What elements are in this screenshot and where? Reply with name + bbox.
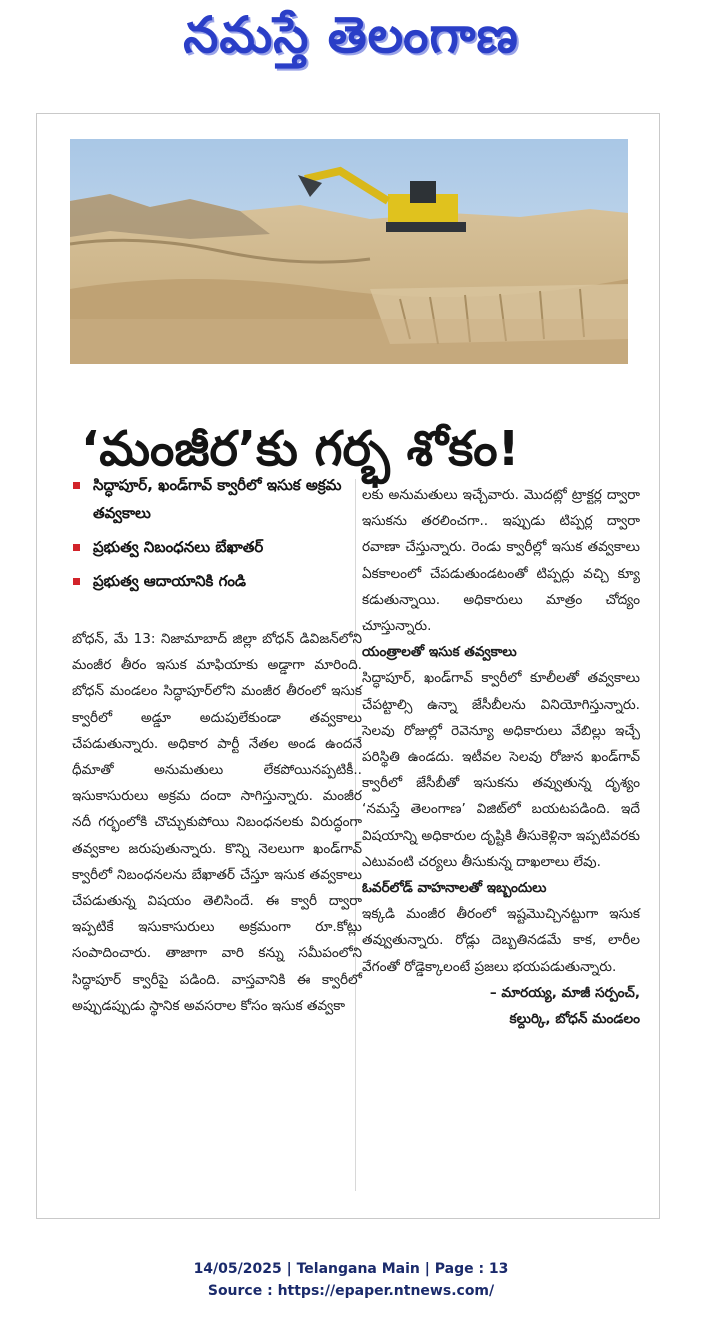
bullet-square-icon [73, 578, 80, 585]
highlight-text: సిద్ధాపూర్, ఖండ్‌గావ్ క్వారీలో ఇసుక అక్రమ తవ్వకాలు [93, 476, 342, 522]
article-subheading: ఓవర్‌లోడ్ వాహనాలతో ఇబ్బందులు [362, 880, 547, 897]
page-footer [0, 1258, 702, 1302]
highlight-item [67, 533, 367, 561]
masthead-logo: నమస్తే తెలంగాణ [183, 5, 519, 64]
source-link[interactable]: Source : https://epaper.ntnews.com/ [207, 1283, 495, 1299]
quote-attribution-place: కల్దుర్కి, బోధన్ మండలం [509, 1011, 640, 1028]
article-paragraph: లకు అనుమతులు ఇచ్చేవారు. మొదట్లో ట్రాక్టర్ల ద్వారా ఇసుకను తరలించగా.. ఇప్పుడు టిప్పర్ల ద్వారా రవాణా చేస్తున్నారు. రెండు క్వారీల్లో ఇసుక తవ్వకాలు ఏకకాలంలో చేపడుతుండటంతో టిప్పర్లు వచ్చి క్యూ కడుతున్నాయి. అధికారులు మాత్రం చోద్యం చూస్తున్నారు. [362, 487, 640, 635]
news-clipping [36, 113, 660, 1219]
highlight-text: ప్రభుత్వ నిబంధనలు బేఖాతర్ [93, 538, 264, 556]
article-column-right [362, 482, 640, 1032]
bullet-square-icon [73, 482, 80, 489]
headline: ‘మంజీర’కు గర్భ శోకం! [81, 421, 520, 478]
highlight-item [67, 567, 367, 595]
quarry-photo [70, 139, 628, 364]
masthead [0, 0, 702, 82]
bullet-square-icon [73, 544, 80, 551]
article-column-left [72, 626, 362, 1019]
highlights-list [67, 471, 367, 601]
article-paragraph: బోధన్, మే 13: నిజామాబాద్ జిల్లా బోధన్ డివిజన్‌లోని మంజీర తీరం ఇసుక మాఫియాకు అడ్డాగా మారింది. బోధన్ మండలం సిద్ధాపూర్‌లోని మంజీర తీరంలో ఇసుక క్వారీలో అడ్డూ అదుపులేకుండా తవ్వకాలు చేపడుతున్నారు. అధికార పార్టీ నేతల అండ ఉందనే ధీమాతో అనుమతులు లేకపోయినప్పటికీ.. ఇసుకాసురులు అక్రమ దందా సాగిస్తున్నారు. మంజీర నదీ గర్భంలోకి చొచ్చుకుపోయి నిబంధనలకు విరుద్ధంగా తవ్వకాల జరుపుతున్నారు. కొన్ని నెలలుగా ఖండ్‌గావ్ క్వారీలో నిబంధనలను బేఖాతర్ చేస్తూ ఇసుక తవ్వకాలు చేపడుతున్న విషయం తెలిసిందే. ఈ క్వారీ ద్వారా ఇప్పటికే ఇసుకాసురులు అక్రమంగా రూ.కోట్లు సంపాదించారు. తాజాగా వారి కన్ను సమీపంలోని సిద్ధాపూర్ క్వారీపై పడింది. వాస్తవానికి ఈ క్వారీలో అప్పుడప్పుడు స్థానిక అవసరాల కోసం ఇసుక తవ్వకా [72, 631, 362, 1014]
article-subheading: యంత్రాలతో ఇసుక తవ్వకాలు [362, 644, 517, 661]
article-paragraph: ఇక్కడి మంజీర తీరంలో ఇష్టమొచ్చినట్టుగా ఇసుక తవ్వుతున్నారు. రోడ్లు దెబ్బతినడమే కాక, లారీల వేగంతో రోడ్డెక్కాలంటే ప్రజలు భయపడుతున్నారు. [362, 906, 640, 975]
edition-info: 14/05/2025 | Telangana Main | Page : 13 [193, 1261, 509, 1277]
quote-attribution-name: – మారయ్య, మాజీ సర్పంచ్, [489, 984, 640, 1001]
highlight-item [67, 471, 367, 527]
highlight-text: ప్రభుత్వ ఆదాయానికి గండి [93, 572, 247, 590]
article-paragraph: సిద్ధాపూర్, ఖండ్‌గావ్ క్వారీలో కూలీలతో తవ్వకాలు చేపట్టాల్సి ఉన్నా జేసీబీలను వినియోగిస్తున్నారు. సెలవు రోజుల్లో రెవెన్యూ అధికారులు వేబిల్లు ఇచ్చే పరిస్థితి ఉండదు. ఇటీవల సెలవు రోజున ఖండ్‌గావ్ క్వారీలో జేసీబీతో ఇసుకను తవ్వుతున్న దృశ్యం ‘నమస్తే తెలంగాణ’ విజిట్‌లో బయటపడింది. ఇదే విషయాన్ని అధికారుల దృష్టికి తీసుకెళ్లినా ఇప్పటివరకు ఎటువంటి చర్యలు తీసుకున్న దాఖలాలు లేవు. [362, 670, 640, 870]
